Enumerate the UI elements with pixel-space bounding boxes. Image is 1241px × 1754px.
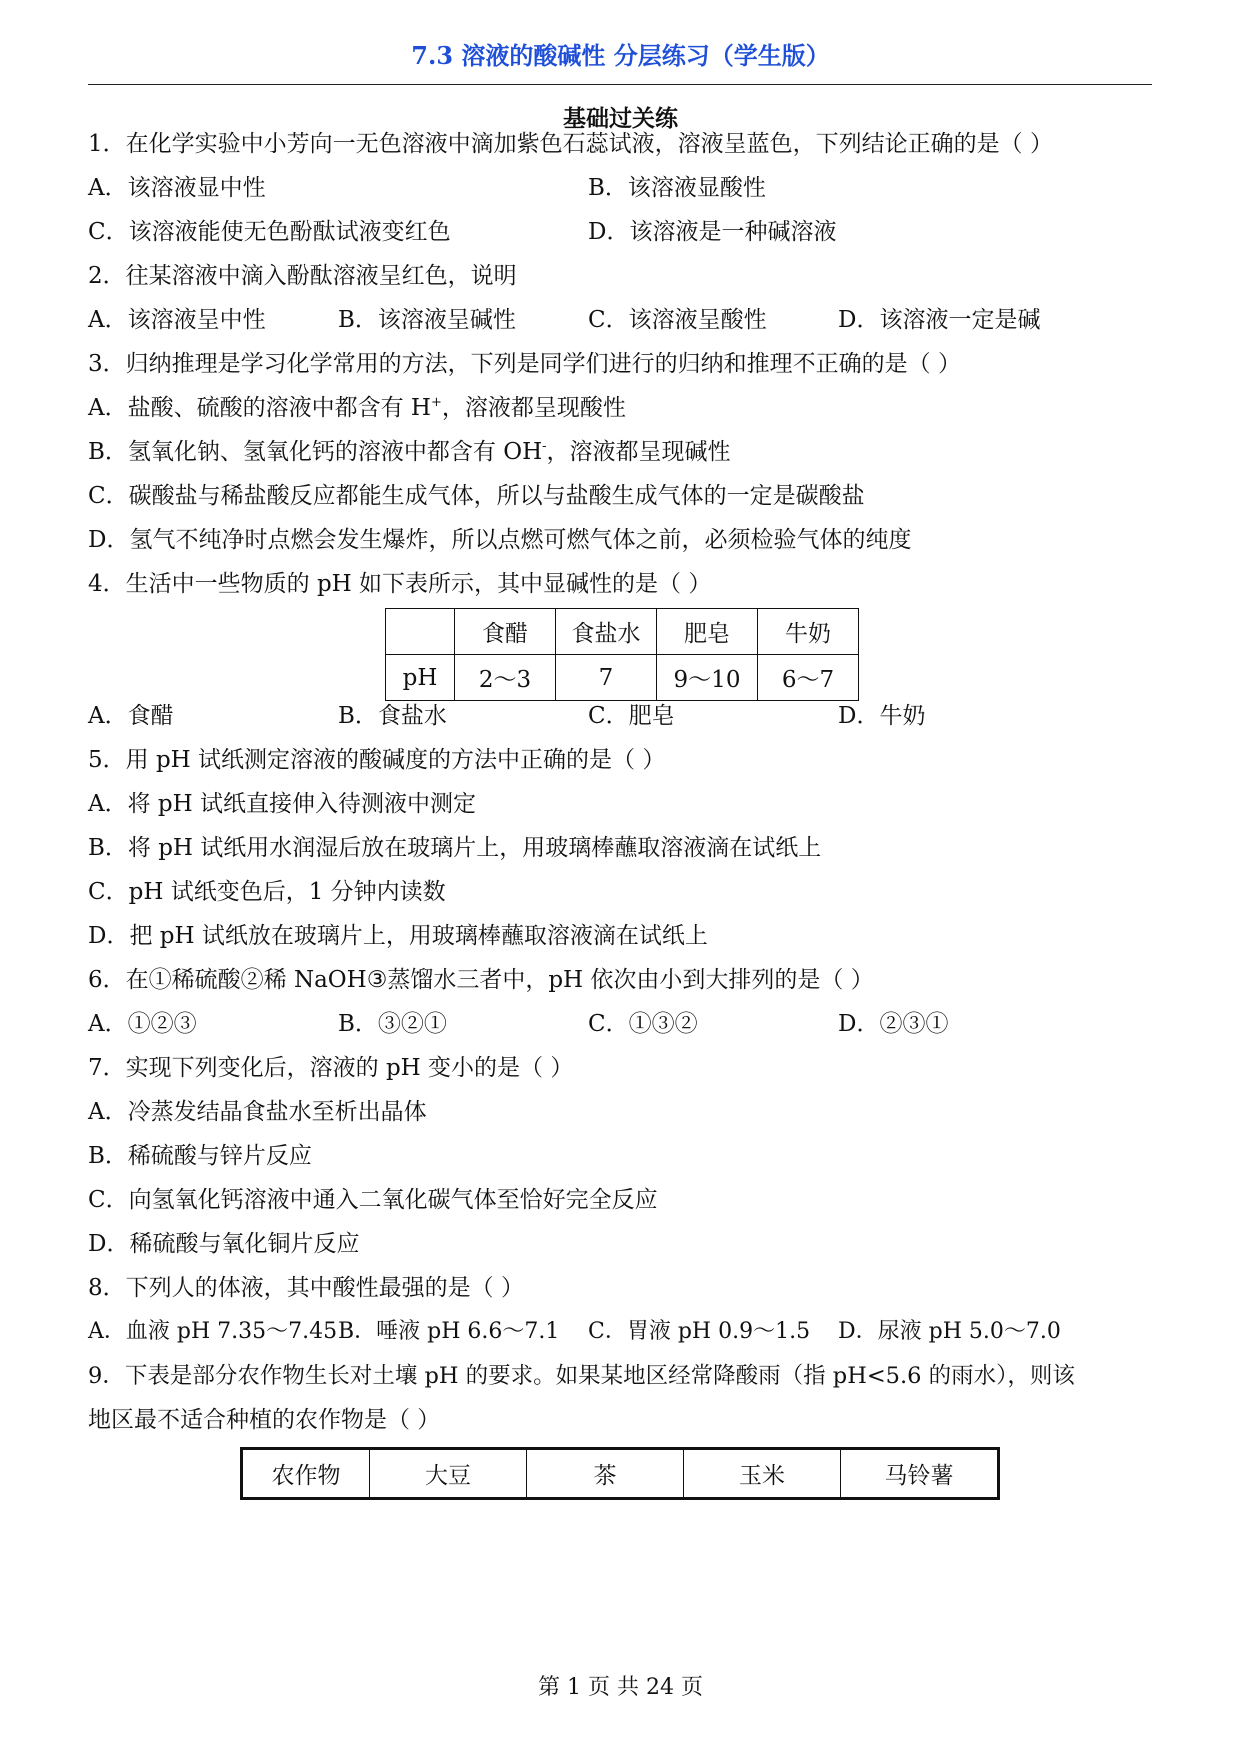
q5-option-d: D．把 pH 试纸放在玻璃片上，用玻璃棒蘸取溶液滴在试纸上 [88,923,708,949]
q3-option-b-tail: ，溶液都呈现碱性 [546,439,731,465]
q8-option-b: B．唾液 pH 6.6～7.1 [338,1319,560,1344]
q9-table-cell: 农作物 [242,1449,370,1499]
q2-stem: 2．往某溶液中滴入酚酞溶液呈红色，说明 [88,263,517,289]
q4-option-b: B．食盐水 [338,703,447,729]
q3-option-c: C．碳酸盐与稀盐酸反应都能生成气体，所以与盐酸生成气体的一定是碳酸盐 [88,483,865,509]
q2-option-b: B．该溶液呈碱性 [338,307,516,333]
q3-option-b-sup: - [542,439,547,454]
q8-option-a: A．血液 pH 7.35～7.45 [88,1319,338,1344]
q1-option-d: D．该溶液是一种碱溶液 [588,219,837,245]
q8-option-d: D．尿液 pH 5.0～7.0 [838,1319,1061,1344]
q4-table-cell: 7 [556,655,657,701]
q9-table-cell: 玉米 [684,1449,841,1499]
header-divider [88,84,1152,85]
q9-stem-line1: 9．下表是部分农作物生长对土壤 pH 的要求。如果某地区经常降酸雨（指 pH<5.6 的雨水），则该 [88,1363,1075,1389]
q9-stem-line2: 地区最不适合种植的农作物是（ ） [88,1407,441,1433]
q7-option-d: D．稀硫酸与氧化铜片反应 [88,1231,360,1257]
q9-table-cell: 马铃薯 [841,1449,999,1499]
q5-option-a: A．将 pH 试纸直接伸入待测液中测定 [88,791,477,817]
q4-table-cell: 食醋 [455,609,556,655]
page-footer: 第 1 页 共 24 页 [538,1675,703,1700]
q2-option-d: D．该溶液一定是碱 [838,307,1041,333]
q7-stem: 7．实现下列变化后，溶液的 pH 变小的是（ ） [88,1055,574,1081]
q1-option-b: B．该溶液显酸性 [588,175,766,201]
q6-stem: 6．在①稀硫酸②稀 NaOH③蒸馏水三者中，pH 依次由小到大排列的是（ ） [88,967,874,993]
q3-option-b [88,436,731,468]
q2-option-a: A．该溶液呈中性 [88,307,266,333]
q2-option-c: C．该溶液呈酸性 [588,307,767,333]
q6-option-d: D．②③① [838,1011,949,1037]
q1-option-a: A．该溶液显中性 [88,175,266,201]
q9-crop-table [240,1447,1000,1500]
q4-table-header-row [386,609,859,655]
q6-option-c: C．①③② [588,1011,698,1037]
q9-table-header-row [242,1449,999,1499]
q4-table-cell: 6～7 [758,655,859,701]
q5-option-b: B．将 pH 试纸用水润湿后放在玻璃片上，用玻璃棒蘸取溶液滴在试纸上 [88,835,822,861]
q4-table-cell: 肥皂 [657,609,758,655]
q5-option-c: C．pH 试纸变色后，1 分钟内读数 [88,879,446,905]
q3-option-a-tail: ，溶液都呈现酸性 [441,395,626,421]
q3-option-d: D．氢气不纯净时点燃会发生爆炸，所以点燃可燃气体之前，必须检验气体的纯度 [88,527,912,553]
q4-table-cell: pH [386,655,455,701]
q7-option-a: A．冷蒸发结晶食盐水至析出晶体 [88,1099,427,1125]
document-title: 7.3 溶液的酸碱性 分层练习（学生版） [411,41,830,70]
q9-table-cell: 茶 [527,1449,684,1499]
q3-option-a [88,392,626,424]
q5-stem: 5．用 pH 试纸测定溶液的酸碱度的方法中正确的是（ ） [88,747,666,773]
q1-stem: 1．在化学实验中小芳向一无色溶液中滴加紫色石蕊试液，溶液呈蓝色，下列结论正确的是（ ） [88,131,1053,157]
q7-option-c: C．向氢氧化钙溶液中通入二氧化碳气体至恰好完全反应 [88,1187,658,1213]
q4-table-value-row [386,655,859,701]
q4-stem: 4．生活中一些物质的 pH 如下表所示，其中显碱性的是（ ） [88,571,712,597]
q8-stem: 8．下列人的体液，其中酸性最强的是（ ） [88,1275,524,1301]
q1-option-c: C．该溶液能使无色酚酞试液变红色 [88,219,451,245]
q4-option-a: A．食醋 [88,703,174,729]
q4-option-c: C．肥皂 [588,703,675,729]
q3-option-b-text: B．氢氧化钠、氢氧化钙的溶液中都含有 OH [88,439,543,465]
section-title: 基础过关练 [563,105,678,132]
q3-stem: 3．归纳推理是学习化学常用的方法，下列是同学们进行的归纳和推理不正确的是（ ） [88,351,961,377]
q4-table-cell: 食盐水 [556,609,657,655]
q3-option-a-text: A．盐酸、硫酸的溶液中都含有 H [88,395,431,421]
q4-table-cell [386,609,455,655]
q9-table-cell: 大豆 [370,1449,527,1499]
q4-table-cell: 2～3 [455,655,556,701]
q6-option-a: A．①②③ [88,1011,197,1037]
q4-table-cell: 牛奶 [758,609,859,655]
q3-option-a-sup: + [430,395,442,410]
q4-table-cell: 9～10 [657,655,758,701]
q4-option-d: D．牛奶 [838,703,926,729]
q4-ph-table [385,608,859,701]
q6-option-b: B．③②① [338,1011,447,1037]
q8-option-c: C．胃液 pH 0.9～1.5 [588,1319,811,1344]
q7-option-b: B．稀硫酸与锌片反应 [88,1143,312,1169]
